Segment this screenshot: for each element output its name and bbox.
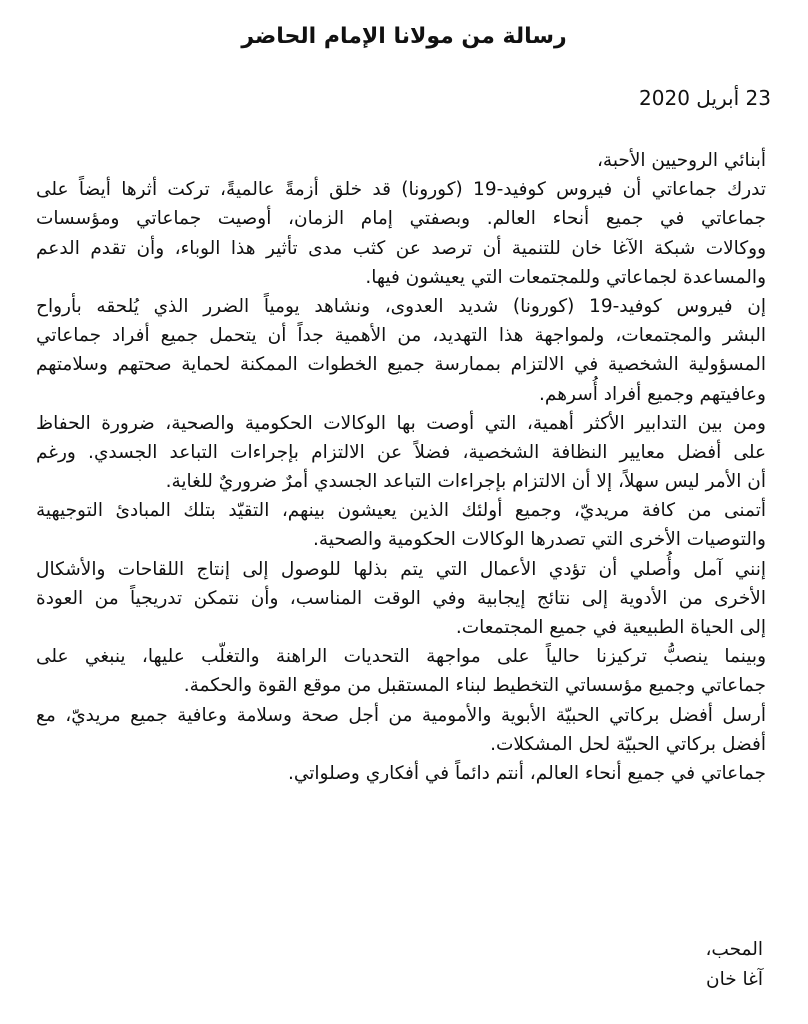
body-line: أرسل أفضل بركاتي الحبيّة الأبوية والأمومية من أجل صحة وسلامة وعافية جميع مريديّ، مع (36, 704, 766, 726)
body-line: الأخرى من الأدوية إلى نتائج إيجابية وفي الوقت المناسب، وأن نتمكن تدريجياً من العودة (36, 587, 766, 609)
letter-body (36, 146, 766, 788)
closing-salutation: المحب، (705, 939, 763, 960)
body-line: على أفضل معايير النظافة الشخصية، فضلاً عن الالتزام بإجراءات التباعد الجسدي. ورغم (36, 441, 766, 463)
body-line: والتوصيات الأخرى التي تصدرها الوكالات الحكومية والصحية. (312, 529, 766, 551)
body-line: إنني آمل وأُصلي أن تؤدي الأعمال التي يتم بذلها للوصول إلى إنتاج اللقاحات والأشكال (36, 558, 766, 580)
body-line: جماعاتي وجميع مؤسساتي التخطيط لبناء المستقبل من موقع القوة والحكمة. (183, 675, 766, 697)
body-line: جماعاتي في جميع أنحاء العالم. وبصفتي إمام الزمان، أوصيت جماعاتي ومؤسسات (36, 208, 766, 230)
letter-date: 23 أبريل 2020 (639, 86, 771, 110)
body-line: ووكالات شبكة الآغا خان للتنمية أن ترصد عن كثب مدى تأثير هذا الوباء، وأن تقدم الدعم (36, 237, 766, 259)
body-line: وبينما ينصبُّ تركيزنا حالياً على مواجهة التحديات الراهنة والتغلّب عليها، ينبغي على (36, 646, 766, 668)
body-line: أفضل بركاتي الحبيّة لحل المشكلات. (490, 733, 766, 755)
body-line: وعافيتهم وجميع أفراد أُسرهم. (539, 383, 766, 405)
letter-title: رسالة من مولانا الإمام الحاضر (241, 24, 567, 49)
letter-closing (705, 935, 763, 995)
body-line: المسؤولية الشخصية في الالتزام بممارسة جميع الخطوات الممكنة لحماية صحتهم وسلامتهم (36, 354, 766, 376)
body-line: إلى الحياة الطبيعية في جميع المجتمعات. (455, 617, 766, 638)
body-line: تدرك جماعاتي أن فيروس كوفيد-19 (كورونا) قد خلق أزمةً عالميةً، تركت أثرها أيضاً على (36, 179, 766, 201)
signature: آغا خان (706, 969, 763, 990)
body-line: البشر والمجتمعات، ولمواجهة هذا التهديد، من الأهمية جداً أن يتحمل جميع أفراد جماعاتي (36, 325, 766, 347)
body-line: أتمنى من كافة مريديّ، وجميع أولئك الذين يعيشون بينهم، التقيّد بتلك المبادئ التوجيهية (36, 500, 766, 522)
body-line: والمساعدة لجماعاتي وللمجتمعات التي يعيشون فيها. (365, 266, 766, 288)
body-line: إن فيروس كوفيد-19 (كورونا) شديد العدوى، ونشاهد يومياً الضرر الذي يُلحقه بأرواح (36, 295, 766, 317)
body-line: أن الأمر ليس سهلاً، إلا أن الالتزام بإجراءات التباعد الجسدي أمرٌ ضروريٌ للغاية. (165, 471, 766, 493)
body-line: ومن بين التدابير الأكثر أهمية، التي أوصت بها الوكالات الحكومية والصحية، ضرورة الحفاظ (36, 412, 766, 434)
body-lines (36, 175, 766, 788)
greeting: أبنائي الروحيين الأحبة، (596, 150, 766, 171)
body-line: جماعاتي في جميع أنحاء العالم، أنتم دائماً في أفكاري وصلواتي. (287, 762, 766, 784)
